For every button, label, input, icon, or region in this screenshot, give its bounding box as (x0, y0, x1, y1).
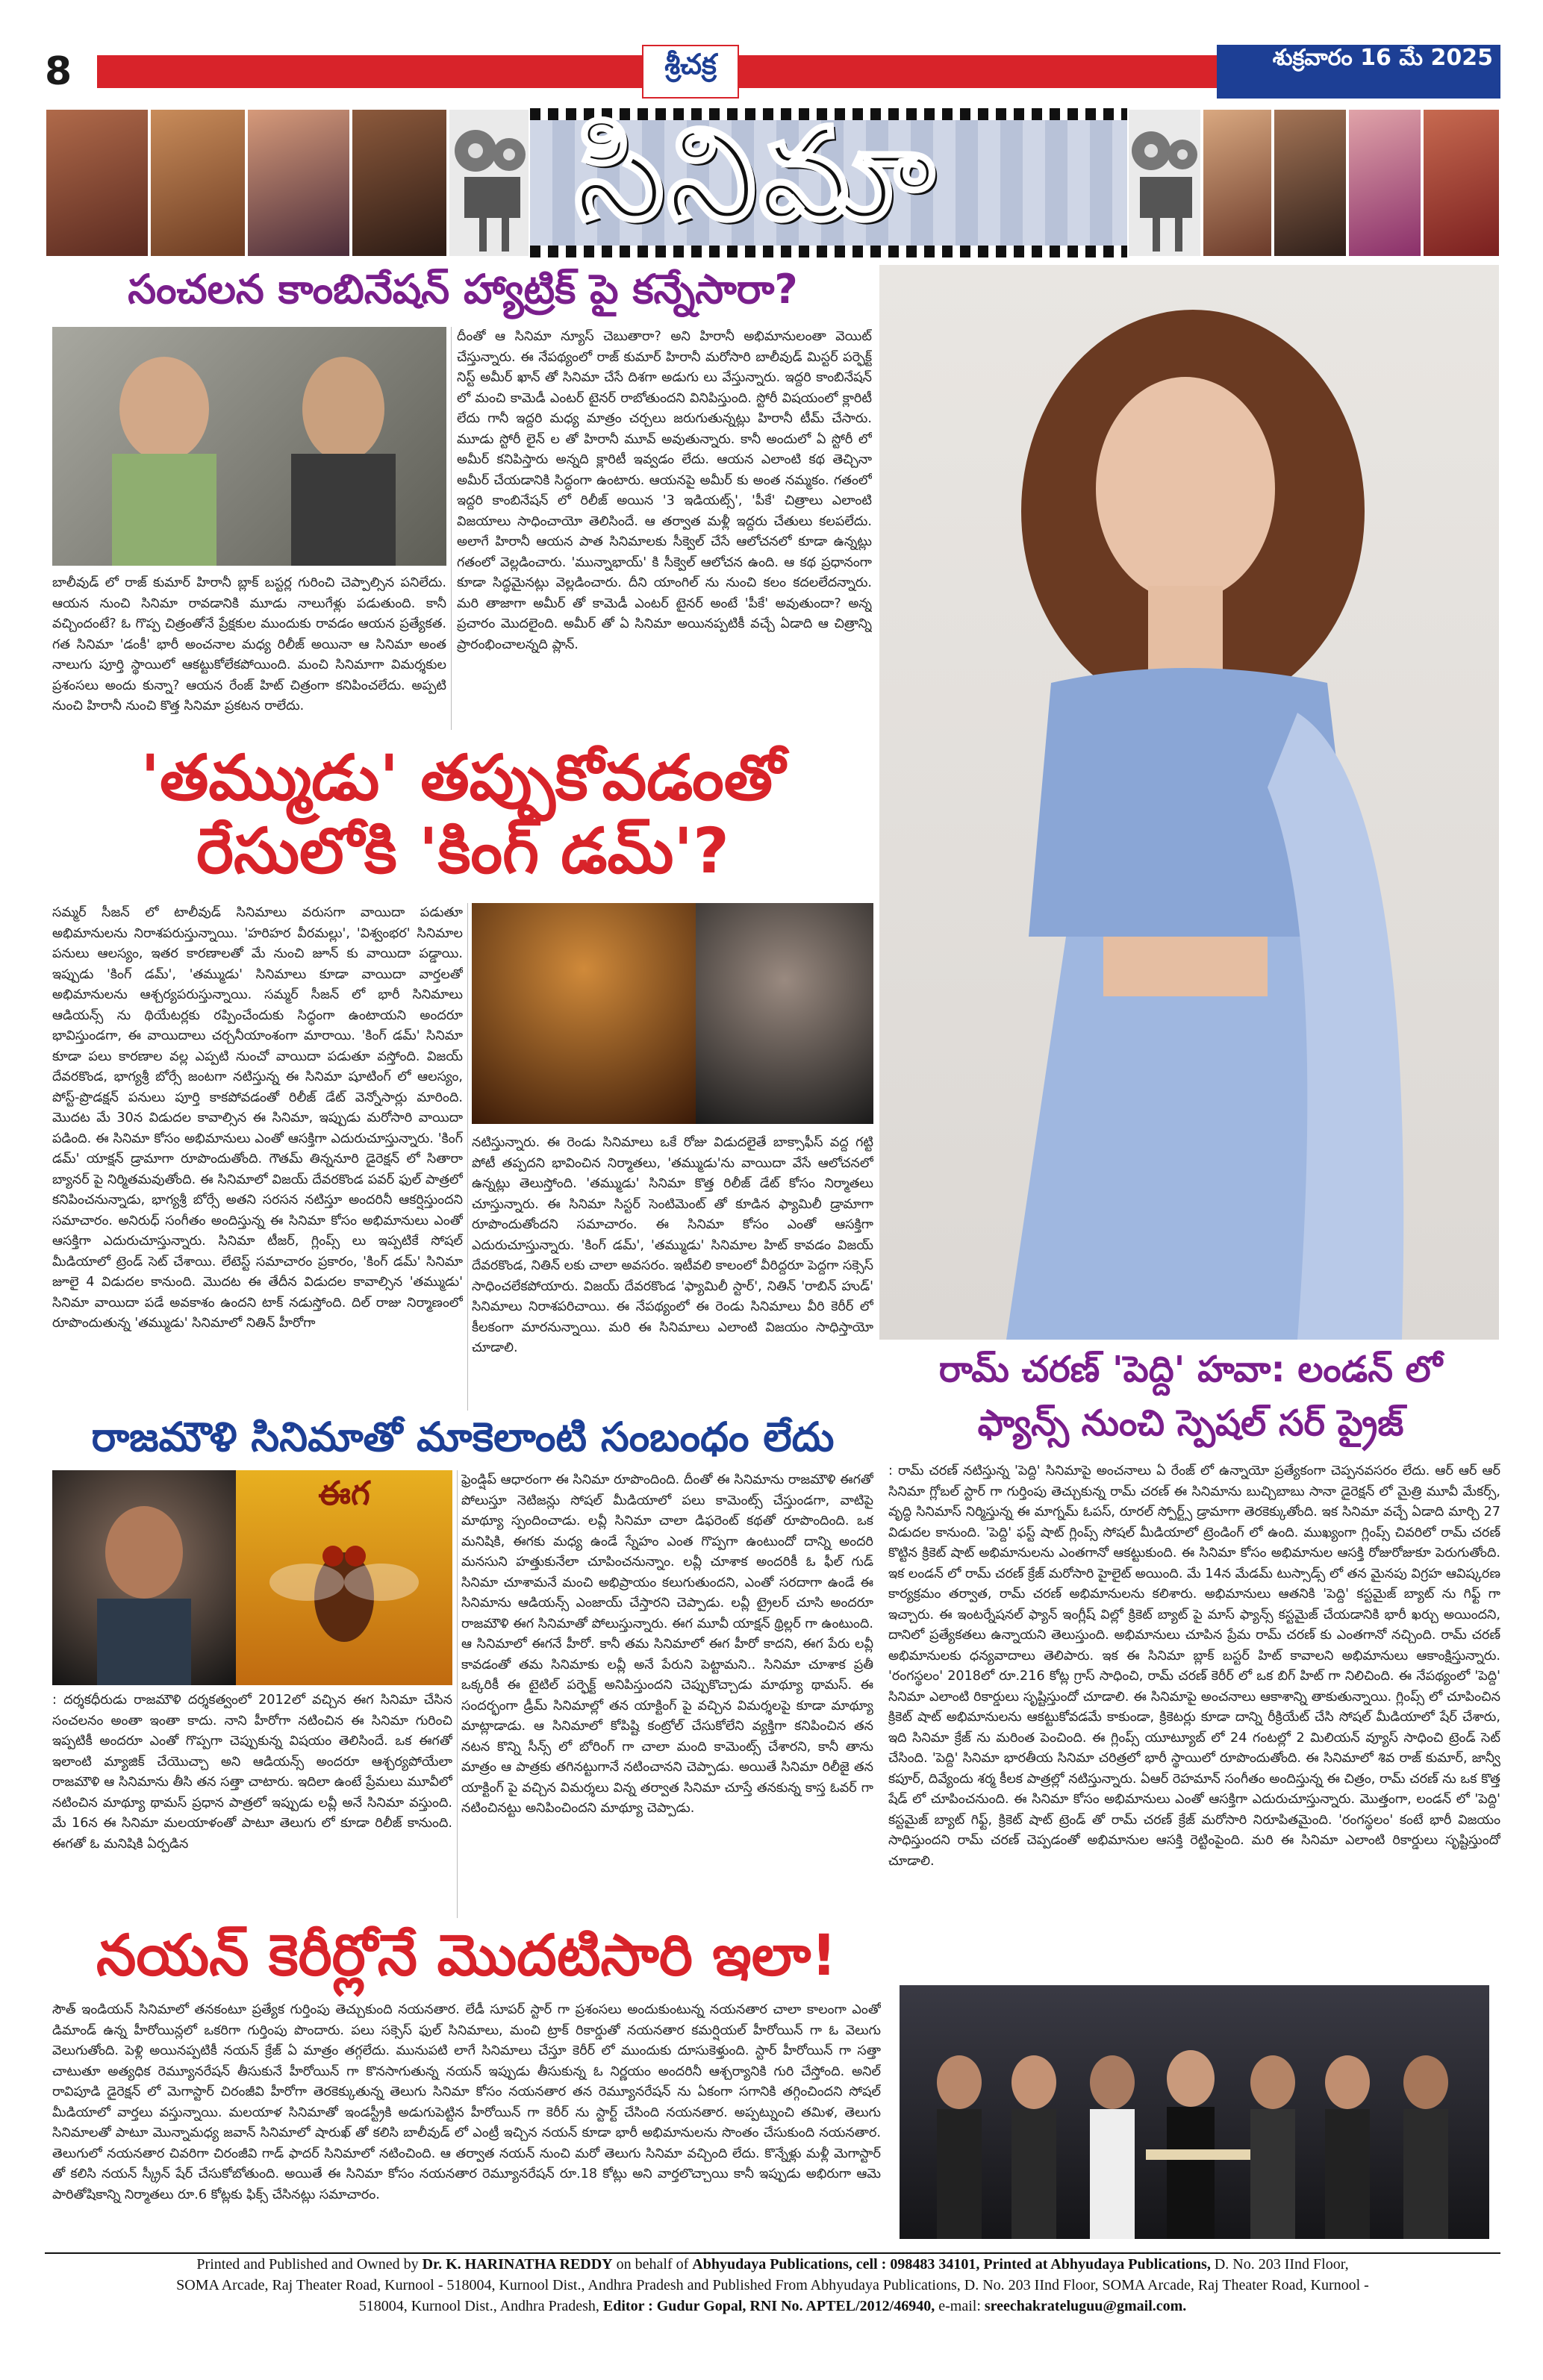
actress-feature-photo (879, 265, 1499, 1340)
article2-body-right: నటిస్తున్నారు. ఈ రెండు సినిమాలు ఒకే రోజు విడుదలైతే బాక్సాఫీస్ వద్ద గట్టి పోటీ తప్పదని భావించిన నిర్మాతలు, 'తమ్ముడు'ను వాయిదా వేసే ఆలోచనలో ఉన్నట్లు తెలుస్తోంది. 'తమ్ముడు' సినిమా కొత్త రిలీజ్ డేట్ కోసం నిర్మాతలు చూస్తున్నారు. ఈ సినిమా సిస్టర్ సెంటిమెంట్ తో కూడిన ఫ్యామిలీ డ్రామాగా రూపొందుతోందని సమాచారం. ఈ సినిమా కోసం ఎంతో ఆసక్తిగా ఎదురుచూస్తున్నారు. 'కింగ్ డమ్', 'తమ్ముడు' సినిమాల హిట్ కావడం విజయ్ దేవరకొండ, నితిన్ లకు చాలా అవసరం. ఇటీవలి కాలంలో వీరిద్దరూ పెద్దగా సక్సెస్ సాధించలేకపోయారు. విజయ్ దేవరకొండ 'ఫ్యామిలీ స్టార్', నితిన్ 'రాబిన్ హుడ్' సినిమాలు నిరాశపరిచాయి. ఈ నేపథ్యంలో ఈ రెండు సినిమాలు వీరి కెరీర్ లో కీలకంగా మారనున్నాయి. మరి ఈ సినిమాలు ఎలాంటి విజయం సాధిస్తాయో చూడాలి. (472, 1135, 873, 1355)
article2-headline-line2: రేసులోకి 'కింగ్ డమ్'? (196, 814, 729, 887)
article5-headline-line1: రామ్ చరణ్ 'పెద్ది' హవా: లండన్ లో (938, 1349, 1443, 1390)
imprint-line-1: Printed and Published and Owned by Dr. K. HARINATHA REDDY on behalf of Abhyudaya Publications, cell : 098483 34101, Printed at Abhyudaya Publications, D. No. 203 IInd Floor, (196, 2256, 1349, 2273)
actor-photo (351, 108, 448, 257)
page-header (45, 45, 1500, 99)
article3-headline: రాజమౌళి సినిమాతో మాకెలాంటి సంబంధం లేదు (91, 1414, 835, 1461)
article3-photo-actor (52, 1470, 236, 1685)
actor-photo (149, 108, 246, 257)
fans-group-illustration (900, 1985, 1489, 2239)
imprint-line-3: 518004, Kurnool Dist., Andhra Pradesh, Editor : Gudur Gopal, RNI No. APTEL/2012/46940, e-mail: sreechakrateluguu@gmail.com. (358, 2298, 1187, 2314)
actor-photo (45, 108, 149, 257)
actor-photo (1273, 108, 1347, 257)
page-number: 8 (45, 49, 72, 94)
poster-title: ఈగ (318, 1475, 370, 1513)
header-red-bar (97, 55, 642, 88)
header-red-bar (739, 55, 1217, 88)
column-divider (467, 903, 468, 1411)
actress-illustration (879, 265, 1499, 1340)
article4-headline: నయన్ కెరీర్లోనే మొదటిసారి ఇలా! (96, 1922, 837, 1988)
actor-photo (1347, 108, 1422, 257)
masthead-title: శ్రీచక్ర (664, 48, 717, 81)
article3-body-right: ఫ్రెండ్షిప్ ఆధారంగా ఈ సినిమా రూపొందింది. దీంతో ఈ సినిమాను రాజమౌళి ఈగతో పోలుస్తూ నెటిజన్లు సోషల్ మీడియాలో పలు కామెంట్స్ చేస్తుండగా, వాటిపై మాథ్యూ స్పందించాడు. లవ్లీ సినిమా చాలా డిఫరెంట్ కథతో రూపొందింది. ఒక మనిషికి, ఈగకు మధ్య ఉండే స్నేహం ఎంత గొప్పగా ఉంటుందో దాన్ని అందరి మనసుని హత్తుకునేలా చూపించనున్నాం. లవ్లీ చూశాక అందరికీ ఓ ఫీల్ గుడ్ సినిమా చూశామనే మంచి అభిప్రాయం కలుగుతుందని, ఎంతో సరదాగా ఉండే ఈ సినిమాను ఆడియన్స్ ఎంజాయ్ చేస్తారని చెప్పాడు. లవ్లీ ట్రైలర్ చూసి అందరూ రాజమౌళి ఈగ సినిమాతో పోలుస్తున్నారు. ఈగ మూవీ యాక్షన్ థ్రిల్లర్ గా ఉంటుంది. ఆ సినిమాలో ఈగనే హీరో. కానీ తమ సినిమాలో ఈగ హీరో కాదని, ఈగ పేరు లవ్లీ కావడంతో తమ సినిమాకు లవ్లీ అనే పేరుని పెట్టామని.. సినిమా చూశాక ప్రతీ ఒక్కరికీ ఈ టైటిల్ పర్ఫెక్ట్ అనిపిస్తుందని చెప్పుకొచ్చాడు మాథ్యూ థామస్. ఈ సందర్భంగా డ్రీమ్ సినిమాల్లో తన యాక్టింగ్ పై వచ్చిన విమర్శలపై కూడా మాథ్యూ మాట్లాడాడు. ఆ సినిమాలో కోపిష్టి కంట్రోల్ చేసుకోలేని వ్యక్తిగా కనిపించిన తన నటన కొన్ని సీన్స్ లో బోరింగ్ గా చాలా మంది కామెంట్స్ చేశారని, కానీ తాను మాత్రం ఆ పాత్రకు తగినట్టుగానే నటించానని చెప్పాడు. అయితే సినిమా రిలీజై తన యాక్టింగ్ పై వచ్చిన విమర్శలు విన్న తర్వాత సినిమా చూస్తే తనకున్న కాస్త ఓవర్ గా నటించినట్టు అనిపించిందని మాథ్యూ చెప్పాడు. (461, 1472, 873, 1816)
banner-title-area (530, 101, 1127, 257)
actor-photo (1202, 108, 1273, 257)
column-divider (457, 1470, 458, 1918)
contact-email: sreechakrateluguu@gmail.com. (984, 2298, 1187, 2314)
film-projector-graphic (1127, 108, 1202, 257)
article2-headline-line1: 'తమ్ముడు' తప్పుకోవడంతో (140, 741, 785, 814)
article4-body: సౌత్ ఇండియన్ సినిమాలో తనకంటూ ప్రత్యేక గుర్తింపు తెచ్చుకుంది నయనతార. లేడీ సూపర్ స్టార్ గా ప్రశంసలు అందుకుంటున్న నయనతార చాలా కాలంగా ఎంతో డిమాండ్ ఉన్న హీరోయిన్లలో ఒకరిగా గుర్తింపు పొందారు. పలు సక్సెస్ ఫుల్ సినిమాలు, మంచి ట్రాక్ రికార్డుతో నయనతార కమర్షియల్ హీరోయిన్ గా ఓ వెలుగు వెలుగుతోంది. పెళ్లి అయినప్పటికీ నయన్ క్రేజ్ ఏ మాత్రం తగ్గలేదు. మునుపటి లాగే సినిమాలు చేస్తూ కెరీర్ లో ముందుకు దూసుకెళ్తుంది. స్టార్ హీరోయిన్ గా సత్తా చాటుతూ అత్యధిక రెమ్యూనరేషన్ తీసుకునే హీరోయిన్ గా కొనసాగుతున్న నయన్ ఇప్పుడు తీసుకున్న ఓ నిర్ణయం అందరినీ ఆశ్చర్యానికి గురి చేస్తోంది. అనిల్ రావిపూడి డైరెక్షన్ లో మెగాస్టార్ చిరంజీవి హీరోగా తెరకెక్కుతున్న తెలుగు సినిమా కోసం నయనతార తన రెమ్యూనరేషన్ ను ఏకంగా సగానికి తగ్గించిందని సోషల్ మీడియాలో వార్తలు వస్తున్నాయి. మలయాళ సినిమాతో ఇండస్ట్రీకి అడుగుపెట్టిన హీరోయిన్ గా కెరీర్ ను స్టార్ట్ చేసింది నయనతార. అప్పట్నుంచి తమిళ, తెలుగు సినిమాలతో పాటూ మొన్నామధ్య జవాన్ సినిమాలో షారుఖ్ తో కలిసి బాలీవుడ్ లో ఎంట్రీ ఇచ్చిన నయన్ కూడా భారీ అభిమానులను సొంతం చేసుకుంది నయనతార. తెలుగులో నయనతార చివరిగా చిరంజీవి గాడ్ ఫాదర్ సినిమాలో నటించింది. ఆ తర్వాత నయన్ నుంచి మరో తెలుగు సినిమా వచ్చింది లేదు. కొన్నేళ్లు మళ్లీ మెగాస్టార్ తో కలిసి నయన్ స్క్రీన్ షేర్ చేసుకోబోతుంది. అయితే ఈ సినిమా కోసం నయనతార రెమ్యూనరేషన్ రూ.18 కోట్లు అని వార్తలొచ్చాయి కానీ ఇప్పుడు అభిరుగా ఆమె పారితోషికాన్ని నిర్మాతలు రూ.6 కోట్లకు ఫిక్స్ చేసినట్లు సమాచారం. (52, 2002, 881, 2202)
article5-body: : రామ్ చరణ్ నటిస్తున్న 'పెద్ది' సినిమాపై అంచనాలు ఏ రేంజ్ లో ఉన్నాయో ప్రత్యేకంగా చెప్పనవసరం లేదు. ఆర్ ఆర్ ఆర్ సినిమా గ్లోబల్ స్టార్ గా గుర్తింపు తెచ్చుకున్న రామ్ చరణ్ ఈ సినిమాను బుచ్చిబాబు సానా డైరెక్షన్ లో మైత్రి మూవీ మేకర్స్, వృద్ధి సినిమాస్ నిర్మిస్తున్న ఈ మాగ్నమ్ ఓపస్, రూరల్ స్పోర్ట్స్ డ్రామాగా తెరకెక్కుతోంది. ఇక సినిమా వచ్చే ఏడాది మార్చి 27 విడుదల కానుంది. 'పెద్ది' ఫస్ట్ షాట్ గ్లింప్స్ సోషల్ మీడియాలో ట్రెండింగ్ లో ఉంది. ముఖ్యంగా గ్లింప్స్ చివరిలో రామ్ చరణ్ కొట్టిన క్రికెట్ షాట్ అభిమానులను ఎంతగానో ఆకట్టుకుంది. ఈ సినిమా కోసం అభిమానుల ఆసక్తి రోజురోజుకూ పెరుగుతోంది. ఇక లండన్ లో రామ్ చరణ్ క్రేజ్ మరోసారి హైలైట్ అయింది. మే 14న మేడమ్ టుస్సాడ్స్ లో తన మైనపు విగ్రహ ఆవిష్కరణ కార్యక్రమం తర్వాత, రామ్ చరణ్ అభిమానులను కలిశారు. అభిమానులు ఆతనికి 'పెద్ది' కస్టమైజ్ బ్యాట్ ను గిఫ్ట్ గా ఇచ్చారు. ఈ ఇంటర్నేషనల్ ఫ్యాన్ ఇంగ్లీష్ విల్లో క్రికెట్ బ్యాట్ పై మాస్ ఫ్యాన్స్ కస్టమైజ్ చేయడానికి భారీ ఖర్చు అయిందని, దానిలో ప్రత్యేకతలు ఉన్నాయని తెలుస్తుంది. అభిమానులు చూపిన ప్రేమ రామ్ చరణ్ కు ఎంతగానో నచ్చింది. రామ్ చరణ్ అభిమానులకు ధన్యవాదాలు తెలిపారు. ఇక ఈ సినిమా బ్లాక్ బస్టర్ హిట్ కావాలని అభిమానులు ఆకాంక్షిస్తున్నారు. 'రంగస్థలం' 2018లో రూ.216 కోట్ల గ్రాస్ సాధించి, రామ్ చరణ్ కెరీర్ లో ఒక బిగ్ హిట్ గా నిలిచింది. ఈ నేపథ్యంలో 'పెద్ది' సినిమా ఎలాంటి రికార్డులు సృష్టిస్తుందో చూడాలి. ఈ సినిమాపై అంచనాలు ఆకాశాన్ని తాకుతున్నాయి. గ్లింప్స్ లో చూపించిన క్రికెట్ షాట్ అభిమానులను ఆకట్టుకోవడమే కాకుండా, క్రికెటర్లు కూడా దాన్ని రీక్రియేట్ చేసి సోషల్ మీడియాలో షేర్ చేశారు, ఇది సినిమా క్రేజ్ ను మరింత పెంచింది. ఈ గ్లింప్స్ యూట్యూబ్ లో 24 గంటల్లో 2 మిలియన్ వ్యూస్ సాధించి ట్రెండ్ సెట్ చేసింది. 'పెద్ది' సినిమా భారతీయ సినిమా చరిత్రలో భారీ స్థాయిలో రూపొందుతోంది. ఈ సినిమాలో శివ రాజ్ కుమార్, జాన్వీ కపూర్, దివ్యేందు శర్మ కీలక పాత్రల్లో నటిస్తున్నారు. ఏఆర్ రెహమాన్ సంగీతం అందిస్తున్న ఈ చిత్రం, రామ్ చరణ్ ను ఒక కొత్త షేడ్ లో చూపించనుంది. ఈ సినిమా కోసం అభిమానులు ఎంతో ఆసక్తిగా ఎదురుచూస్తున్నారు. మొత్తంగా, లండన్ లో 'పెద్ది' కస్టమైజ్ బ్యాట్ గిఫ్ట్, క్రికెట్ షాట్ ట్రెండ్ తో రామ్ చరణ్ క్రేజ్ మరోసారి నిరూపితమైంది. 'రంగస్థలం' కంటే భారీ విజయం సాధిస్తుందని రామ్ చరణ్ చెప్పడంతో అభిమానుల ఆసక్తి రెట్టింపైంది. మరి ఈ సినిమా ఎలాంటి రికార్డులు సృష్టిస్తుందో చూడాలి. (888, 1464, 1500, 1869)
imprint-footer (45, 2252, 1500, 2343)
article1-headline: సంచలన కాంబినేషన్ హ్యాట్రిక్ పై కన్నేసారా? (128, 266, 798, 313)
article1-body-right: దీంతో ఆ సినిమా న్యూస్ చెబుతారా? అని హిరానీ అభిమానులంతా వెయిట్ చేస్తున్నారు. ఈ నేపథ్యంలో రాజ్ కుమార్ హిరానీ మరోసారి బాలీవుడ్ మిస్టర్ పర్ఫెక్ట్ నిస్ట్ అమీర్ ఖాన్ తో సినిమా చేసే దిశగా అడుగు లు వేస్తున్నారు. ఇద్దరి కాంబినేషన్ లో మంచి కామెడీ ఎంటర్ టైనర్ రాబోతుందని వినిపిస్తుంది. స్టోరీ విషయంలో క్లారిటీ లేదు గానీ ఇద్దరి మధ్య మాత్రం చర్చలు జరుగుతున్నట్లు హిరానీ టీమ్ చేసారు. మూడు స్టోరీ లైన్ ల తో హిరానీ మూవ్ అవుతున్నారు. కానీ అందులో ఏ స్టోరీ లో అమీర్ కనిపిస్తారు అన్నది క్లారిటీ ఇవ్వడం లేదు. ఆయన ఎలాంటి కథ తెచ్చినా అమీర్ చేయడానికి సిద్ధంగా ఉంటారు. ఆయనపై అమీర్ కు అంత నమ్మకం. గతంలో ఇద్దరి కాంబినేషన్ లో రిలీజ్ అయిన '3 ఇడియట్స్', 'పీకే' చిత్రాలు ఎలాంటి విజయాలు సాధించాయో తెలిసిందే. ఆ తర్వాత మళ్లీ ఇద్దరు చేతులు కలపలేదు. అలాగే హిరానీ ఆయన పాత సినిమాలకు సీక్వెల్ చేసే ఆలోచనలో కూడా ఉన్నట్లు గతంలో వెల్లడించారు. 'మున్నాభాయ్' కి సీక్వెల్ ఆలోచన ఉంది. ఆ కథ ప్రధానంగా కూడా సిద్ధమైనట్లు వెల్లడించారు. దీని యాంగిల్ ను నుంచి కలం కదలలేదన్నారు. మరి తాజాగా అమీర్ తో కామెడీ ఎంటర్ టైనర్ అంటే 'పీకే' అవుతుందా? అన్న ప్రచారం మొదలైంది. అమీర్ తో ఏ సినిమా అయినప్పటికీ వచ్చే ఏడాది ఆ చిత్రాన్ని ప్రారంభించాలన్నది ప్లాన్. (457, 329, 872, 652)
article3-poster (236, 1470, 452, 1685)
banner-title: సినిమా (575, 101, 938, 249)
issue-date: శుక్రవారం 16 మే 2025 (1272, 45, 1493, 71)
film-projector-graphic (448, 108, 530, 257)
actor-photo (246, 108, 351, 257)
article3-body-left: : దర్శకధీరుడు రాజమౌళి దర్శకత్వంలో 2012లో వచ్చిన ఈగ సినిమా చేసిన సంచలనం అంతా ఇంతా కాదు. నాని హీరోగా నటించిన ఈ సినిమా గురించి ఇప్పటికీ అందరూ ఎంతో గొప్పగా చెప్పుకున్న విషయం తెలిసిందే. ఒక ఈగతో ఇలాంటి మ్యాజిక్ చేయొచ్చా అని ఆడియన్స్ అందరూ ఆశ్చర్యపోయేలా రాజమౌళి ఆ సినిమాను తీసి తన సత్తా చాటారు. ఇదిలా ఉంటే ప్రేమలు మూవీలో నటించిన మాథ్యూ థామస్ ప్రధాన పాత్రలో ఇప్పుడు లవ్లీ అనే సినిమా వస్తుంది. మే 16న ఈ సినిమా మలయాళంతో పాటూ తెలుగు లో కూడా రిలీజ్ కానుంది. ఈగతో ఓ మనిషికి ఏర్పడిన (52, 1693, 452, 1852)
article5-photo (900, 1985, 1489, 2239)
projector-icon (449, 110, 532, 259)
masthead-logo (642, 45, 739, 99)
article2-body-left: సమ్మర్ సీజన్ లో టాలీవుడ్ సినిమాలు వరుసగా వాయిదా పడుతూ అభిమానులను నిరాశపరుస్తున్నాయి. 'హరిహర వీరమల్లు', 'విశ్వంభర' సినిమాల పనులు ఆలస్యం, ఇతర కారణాలతో మే నుంచి జూన్ కు వాయిదా పడ్డాయి. ఇప్పుడు 'కింగ్ డమ్', 'తమ్ముడు' సినిమాలు కూడా వాయిదా వార్తలతో అభిమానులను ఆశ్చర్యపరుస్తున్నాయి. సమ్మర్ సీజన్ లో భారీ సినిమాలు ఆడియన్స్ ను థియేటర్లకు రప్పించేందుకు సిద్ధంగా ఉంటాయని అందరూ భావిస్తుండగా, ఈ వాయిదాలు చర్చనీయాంశంగా మారాయి. 'కింగ్ డమ్' సినిమా కూడా పలు కారణాల వల్ల ఎప్పటి నుంచో వాయిదా పడుతూ వస్తోంది. విజయ్ దేవరకొండ, భాగ్యశ్రీ బోర్సే జంటగా నటిస్తున్న ఈ సినిమా షూటింగ్ లో ఆలస్యం, పోస్ట్-ప్రొడక్షన్ పనులు పూర్తి కాకపోవడంతో రిలీజ్ డేట్ వెన్నోసార్లు మారింది. మొదట మే 30న విడుదల కావాల్సిన ఈ సినిమా, ఇప్పుడు మరోసారి వాయిదా పడింది. ఈ సినిమా కోసం అభిమానులు ఎంతో ఆసక్తిగా ఎదురుచూస్తున్నారు. 'కింగ్ డమ్' యాక్షన్ డ్రామాగా రూపొందుతోంది. గౌతమ్ తిన్ననూరి డైరెక్షన్ లో సితారా బ్యానర్ పై నిర్మితమవుతోంది. ఈ సినిమాలో విజయ్ దేవరకొండ పవర్ ఫుల్ పాత్రలో కనిపించనున్నాడు, భాగ్యశ్రీ బోర్సే అతని సరసన నటిస్తూ అందరినీ ఆకర్షిస్తుందని సమాచారం. అనిరుధ్ సంగీతం అందిస్తున్న ఈ సినిమా కోసం అభిమానులు ఎంతో ఆసక్తిగా ఎదురుచూస్తున్నారు. సినిమా టీజర్, గ్లింప్స్ లు ఇప్పటికే సోషల్ మీడియాలో ట్రెండ్ సెట్ చేశాయి. లేటెస్ట్ సమాచారం ప్రకారం, 'కింగ్ డమ్' సినిమా జూలై 4 విడుదల కానుంది. మొదట ఈ తేదీన విడుదల కావాల్సిన 'తమ్ముడు' సినిమా వాయిదా పడే అవకాశం ఉందని టాక్ నడుస్తోంది. దిల్ రాజు నిర్మాణంలో రూపొందుతున్న 'తమ్ముడు' సినిమాలో నితిన్ హీరోగా (52, 905, 463, 1331)
housefly-icon (236, 1470, 452, 1685)
actor-photo (1422, 108, 1500, 257)
actor-illustration (52, 1470, 236, 1685)
article1-body-left: బాలీవుడ్ లో రాజ్ కుమార్ హిరానీ బ్లాక్ బస్టర్ల గురించి చెప్పాల్సిన పనిలేదు. ఆయన నుంచి సినిమా రావడానికి మూడు నాలుగేళ్లు పడుతుంది. కానీ వచ్చిందంటే? ఓ గొప్ప చిత్రంతోనే ప్రేక్షకుల ముందుకు రావడం ఆయన ప్రత్యేకత. గత సినిమా 'డంకీ' భారీ అంచనాల మధ్య రిలీజ్ అయినా ఆ సినిమా అంత నాలుగు పూర్తి స్థాయిలో ఆకట్టుకోలేకపోయింది. మంచి సినిమాగా విమర్శకుల ప్రశంసలు అందు కున్నా? ఆయన రేంజ్ హిట్ చిత్రంగా కనిపించలేదు. అప్పటి నుంచి హిరానీ నుంచి కొత్త సినిమా ప్రకటన రాలేదు. (52, 575, 446, 713)
article2-photo (472, 903, 873, 1124)
column-divider (451, 327, 452, 730)
kingdom-still (472, 903, 696, 1124)
imprint-line-2: SOMA Arcade, Raj Theater Road, Kurnool - 518004, Kurnool Dist., Andhra Pradesh and Published From Abhyudaya Publications, D. No. 203 IInd Floor, SOMA Arcade, Raj Theater Road, Kurnool - (176, 2277, 1369, 2293)
cinema-banner (45, 101, 1500, 257)
thammudu-still (696, 903, 873, 1124)
article5-headline-line2: ఫ్యాన్స్ నుంచి స్పెషల్ సర్ ప్రైజ్ (977, 1402, 1404, 1444)
projector-icon (1129, 110, 1203, 259)
article1-photo (52, 327, 446, 566)
directors-illustration (52, 327, 446, 566)
